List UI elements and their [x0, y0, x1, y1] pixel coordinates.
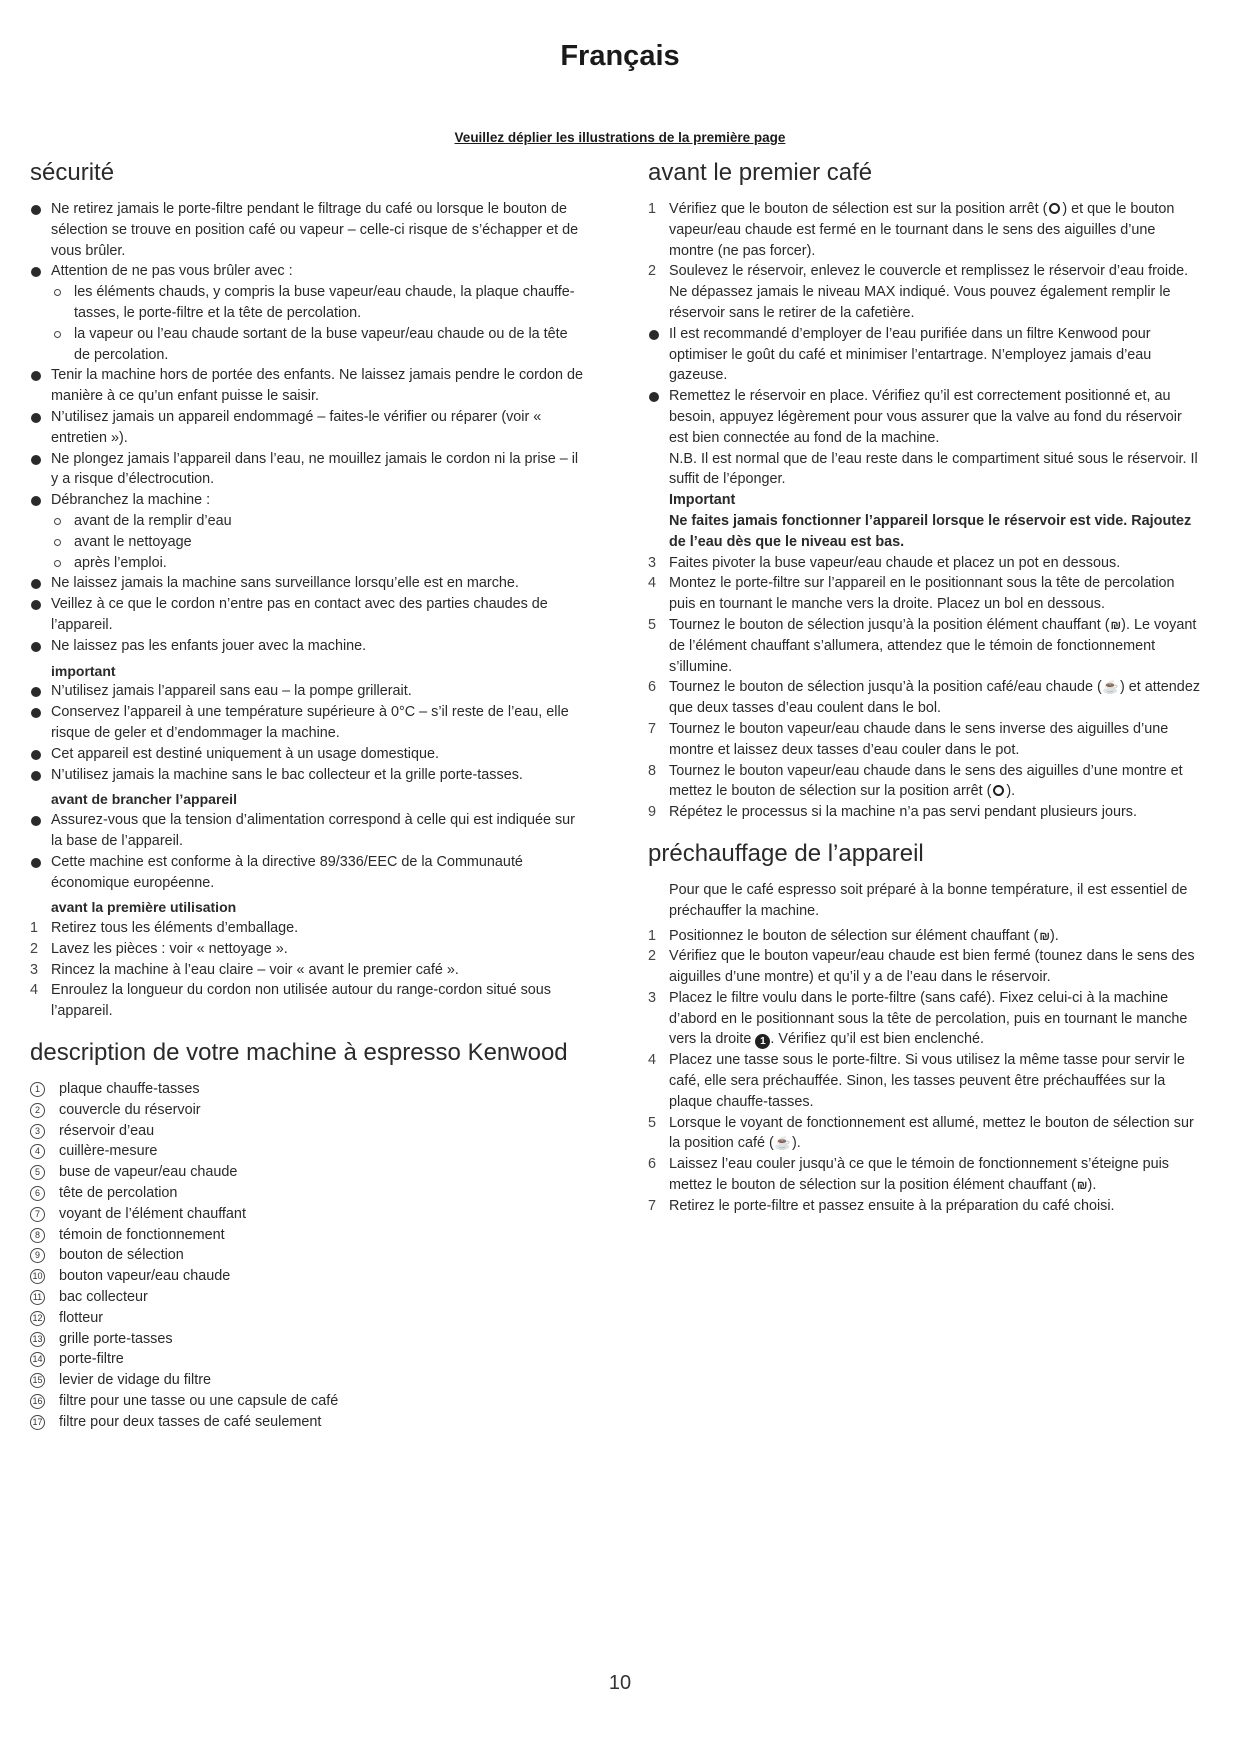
list-item: 1 Retirez tous les éléments d’emballage. [30, 920, 299, 937]
bullet-icon [31, 371, 41, 381]
list-item: 8 témoin de fonctionnement [30, 1225, 585, 1246]
list-item: 6 tête de percolation [30, 1183, 585, 1204]
list-item: N’utilisez jamais la machine sans le bac collecteur et la grille porte-tasses. [30, 765, 585, 786]
circled-number: 10 [30, 1269, 45, 1284]
heating-element-icon: ₪ [1039, 928, 1049, 943]
list-item: 4 Enroulez la longueur du cordon non utilisée autour du range-cordon situé sous l’appareil. [30, 982, 552, 1020]
list-item: 7 Retirez le porte-filtre et passez ensuite à la préparation du café choisi. [648, 1197, 1115, 1214]
list-item: 7 voyant de l’élément chauffant [30, 1204, 585, 1225]
list-item: 3 Rincez la machine à l’eau claire – voir « avant le premier café ». [30, 961, 459, 978]
coffee-cup-icon: ☕ [774, 1135, 791, 1151]
list-item: 7 Tournez le bouton vapeur/eau chaude dans le sens inverse des aiguilles d’une montre et laissez deux tasses d’eau couler dans le pot. [648, 720, 1169, 758]
circled-number: 16 [30, 1394, 45, 1409]
list-item: 8 Tournez le bouton vapeur/eau chaude dans le sens des aiguilles d’une montre et mettez le bouton de sélection sur la position arrêt ( ). [648, 762, 1183, 800]
sub-list-item: avant le nettoyage [30, 532, 585, 553]
figure-one-icon: 1 [755, 1034, 770, 1049]
securite-list [30, 199, 585, 657]
circled-number: 17 [30, 1415, 45, 1430]
list-item: Remettez le réservoir en place. Vérifiez qu’il est correctement positionné et, au besoin, appuyez légèrement pour vous assurer que la valve au fond du réservoir est bien connectée au fond de la machine. [648, 386, 1203, 448]
list-item: 4 Montez le porte-filtre sur l’appareil en le positionnant sous la tête de percolation puis en tournant le manche vers la droite. Placez un bol en dessous. [648, 575, 1175, 613]
bullet-icon [31, 267, 41, 277]
list-item: 4 cuillère-mesure [30, 1141, 585, 1162]
circled-number: 8 [30, 1228, 45, 1243]
bullet-icon [31, 816, 41, 826]
note-text: N.B. Il est normal que de l’eau reste dans le compartiment situé sous le réservoir. Il suffit de l’éponger. [669, 450, 1198, 488]
premier-cafe-list [648, 199, 1203, 823]
list-item: Ne retirez jamais le porte-filtre pendant le filtrage du café ou lorsque le bouton de sélection se trouve en position café ou vapeur – celle-ci risque de s’échapper et de vous brûler. [30, 199, 585, 261]
list-item: 3 Faites pivoter la buse vapeur/eau chaude et placez un pot en dessous. [648, 554, 1121, 571]
list-item: 9 bouton de sélection [30, 1245, 585, 1266]
ring-bullet-icon [54, 539, 61, 546]
heading-description: description de votre machine à espresso Kenwood [30, 1039, 568, 1067]
list-item: 3 réservoir d’eau [30, 1121, 585, 1142]
circled-number: 13 [30, 1332, 45, 1347]
circled-number: 15 [30, 1373, 45, 1388]
circled-number: 1 [30, 1082, 45, 1097]
ring-bullet-icon [54, 560, 61, 567]
bullet-icon [31, 205, 41, 215]
bullet-icon [31, 858, 41, 868]
off-position-icon [1049, 203, 1060, 214]
list-item: 1 Positionnez le bouton de sélection sur élément chauffant (₪). [648, 926, 1203, 947]
list-item: Il est recommandé d’employer de l’eau purifiée dans un filtre Kenwood pour optimiser le goût du café et minimiser l’entartrage. N’employez jamais d’eau gazeuse. [648, 324, 1203, 386]
list-item: 5 Tournez le bouton de sélection jusqu’à la position élément chauffant (₪). Le voyant de l’élément chauffant s’allumera, attendez que le témoin de fonctionnement s’illumine. [648, 616, 1197, 675]
premiere-utilisation-list [30, 918, 585, 1022]
list-item: N’utilisez jamais l’appareil sans eau – la pompe grillerait. [30, 681, 585, 702]
list-item: 2 Vérifiez que le bouton vapeur/eau chaude est bien fermé (tounez dans le sens des aiguilles d’une montre) et qu’il y a de l’eau dans le réservoir. [648, 948, 1195, 986]
important-warning: Ne faites jamais fonctionner l’appareil lorsque le réservoir est vide. Rajoutez de l’eau dès que le niveau est bas. [669, 512, 1192, 550]
ring-bullet-icon [54, 331, 61, 338]
bullet-icon [31, 413, 41, 423]
circled-number: 9 [30, 1248, 45, 1263]
list-item: 15 levier de vidage du filtre [30, 1370, 585, 1391]
subheading-brancher: avant de brancher l’appareil [51, 791, 237, 808]
list-item: 1 plaque chauffe-tasses [30, 1079, 585, 1100]
list-item: 13 grille porte-tasses [30, 1329, 585, 1350]
illustrations-note: Veuillez déplier les illustrations de la première page [454, 130, 786, 145]
page-number: 10 [608, 1672, 632, 1694]
heating-element-icon: ₪ [1110, 617, 1121, 632]
sub-list-item: après l’emploi. [30, 553, 585, 574]
list-item: 11 bac collecteur [30, 1287, 585, 1308]
list-item: 17 filtre pour deux tasses de café seulement [30, 1412, 585, 1433]
list-item: 10 bouton vapeur/eau chaude [30, 1266, 585, 1287]
list-item: 5 Lorsque le voyant de fonctionnement est allumé, mettez le bouton de sélection sur la position café (☕). [648, 1113, 1203, 1155]
list-item: Assurez-vous que la tension d’alimentation correspond à celle qui est indiquée sur la base de l’appareil. [30, 810, 585, 852]
bullet-icon [31, 687, 41, 697]
ring-bullet-icon [54, 289, 61, 296]
list-item: 16 filtre pour une tasse ou une capsule de café [30, 1391, 585, 1412]
list-item: Attention de ne pas vous brûler avec : [30, 261, 585, 282]
list-item: 4 Placez une tasse sous le porte-filtre. Si vous utilisez la même tasse pour servir le café, elle sera préchauffée. Sinon, les tasses peuvent être préchauffées sur la plaque chauffe-tasses. [648, 1052, 1185, 1110]
list-item: 2 Soulevez le réservoir, enlevez le couvercle et remplissez le réservoir d’eau froide. Ne dépassez jamais le niveau MAX indiqué. Vous pouvez également remplir le réservoir sans le retirer de la cafetière. [648, 263, 1189, 321]
heading-prechauffage: préchauffage de l’appareil [648, 839, 924, 867]
circled-number: 11 [30, 1290, 45, 1305]
sub-list-item: les éléments chauds, y compris la buse vapeur/eau chaude, la plaque chauffe-tasses, le porte-filtre et la tête de percolation. [30, 282, 585, 324]
sub-list-item: avant de la remplir d’eau [30, 511, 585, 532]
important-label: Important [669, 492, 736, 509]
brancher-list [30, 810, 585, 893]
list-item: Veillez à ce que le cordon n’entre pas en contact avec des parties chaudes de l’appareil. [30, 594, 585, 636]
subheading-important: important [51, 662, 116, 679]
list-item: Cet appareil est destiné uniquement à un usage domestique. [30, 744, 585, 765]
list-item: 3 Placez le filtre voulu dans le porte-filtre (sans café). Fixez celui-ci à la machine d’abord en le positionnant sous la tête de percolation, puis en tournant le manche vers la droite 1 . Vérifiez qu’il est bien enclenché. [648, 989, 1188, 1048]
list-item: 2 couvercle du réservoir [30, 1100, 585, 1121]
circled-number: 12 [30, 1311, 45, 1326]
list-item: 6 Tournez le bouton de sélection jusqu’à la position café/eau chaude (☕) et attendez que deux tasses d’eau coulent dans le bol. [648, 679, 1201, 717]
bullet-icon [649, 330, 659, 340]
left-column [30, 158, 585, 1433]
coffee-cup-icon: ☕ [1102, 679, 1120, 695]
circled-number: 5 [30, 1165, 45, 1180]
circled-number: 4 [30, 1144, 45, 1159]
circled-number: 14 [30, 1352, 45, 1367]
important-list [30, 681, 585, 785]
bullet-icon [31, 642, 41, 652]
circled-number: 2 [30, 1103, 45, 1118]
heading-premier-cafe: avant le premier café [648, 159, 873, 186]
ring-bullet-icon [54, 518, 61, 525]
list-item: Ne laissez jamais la machine sans surveillance lorsqu’elle est en marche. [30, 573, 585, 594]
prechauffage-intro: Pour que le café espresso soit préparé à la bonne température, il est essentiel de préchauffer la machine. [669, 881, 1188, 919]
list-item: Conservez l’appareil à une température supérieure à 0°C – s’il reste de l’eau, elle risque de geler et d’endommager la machine. [30, 702, 585, 744]
list-item: Cette machine est conforme à la directive 89/336/EEC de la Communauté économique européenne. [30, 852, 585, 894]
list-item: N’utilisez jamais un appareil endommagé – faites-le vérifier ou réparer (voir « entretien »). [30, 407, 585, 449]
bullet-icon [31, 496, 41, 506]
subheading-premiere-utilisation: avant la première utilisation [51, 899, 237, 916]
list-item: 12 flotteur [30, 1308, 585, 1329]
circled-number: 3 [30, 1124, 45, 1139]
page-title: Français [560, 40, 680, 72]
list-item: 2 Lavez les pièces : voir « nettoyage ». [30, 940, 288, 957]
bullet-icon [31, 455, 41, 465]
list-item: Tenir la machine hors de portée des enfants. Ne laissez jamais pendre le cordon de manière à ce qu’un enfant puisse le saisir. [30, 365, 585, 407]
bullet-icon [31, 600, 41, 610]
sub-list-item: la vapeur ou l’eau chaude sortant de la buse vapeur/eau chaude ou de la tête de percolation. [30, 324, 585, 366]
circled-number: 7 [30, 1207, 45, 1222]
list-item: Ne laissez pas les enfants jouer avec la machine. [30, 636, 585, 657]
right-column [648, 158, 1203, 1217]
list-item: 14 porte-filtre [30, 1349, 585, 1370]
prechauffage-list [648, 926, 1203, 1217]
description-list [30, 1079, 585, 1433]
circled-number: 6 [30, 1186, 45, 1201]
bullet-icon [31, 750, 41, 760]
list-item: 9 Répétez le processus si la machine n’a pas servi pendant plusieurs jours. [648, 804, 1137, 821]
list-item: Débranchez la machine : [30, 490, 585, 511]
off-position-icon [993, 785, 1004, 796]
bullet-icon [31, 708, 41, 718]
list-item: 6 Laissez l’eau couler jusqu’à ce que le témoin de fonctionnement s’éteigne puis mettez le bouton de sélection sur la position élément chauffant (₪). [648, 1154, 1203, 1196]
bullet-icon [31, 579, 41, 589]
heating-element-icon: ₪ [1076, 1178, 1087, 1193]
bullet-icon [31, 771, 41, 781]
heading-securite: sécurité [30, 159, 115, 186]
list-item: Ne plongez jamais l’appareil dans l’eau, ne mouillez jamais le cordon ni la prise – il y a risque d’électrocution. [30, 449, 585, 491]
bullet-icon [649, 392, 659, 402]
list-item: 5 buse de vapeur/eau chaude [30, 1162, 585, 1183]
list-item: 1 Vérifiez que le bouton de sélection est sur la position arrêt ( ) et que le bouton vapeur/eau chaude est fermé en le tournant dans le sens des aiguilles d’une montre (ne pas forcer). [648, 201, 1175, 259]
